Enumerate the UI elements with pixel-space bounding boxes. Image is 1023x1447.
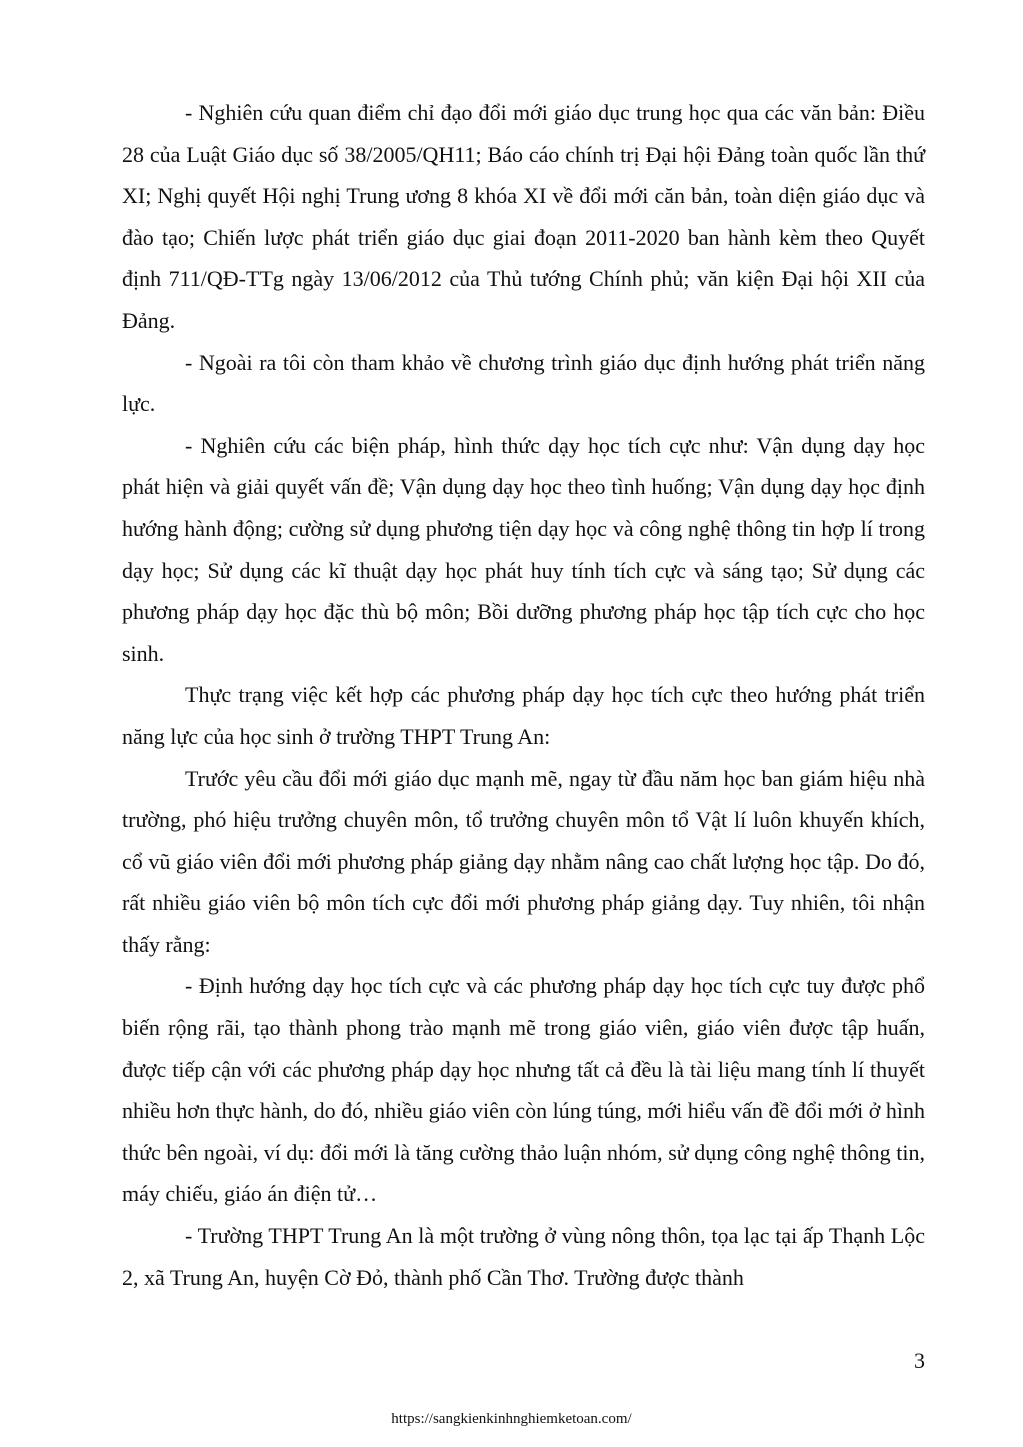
paragraph-3: - Nghiên cứu các biện pháp, hình thức dạy học tích cực như: Vận dụng dạy học phát hiện và giải quyết vấn đề; Vận dụng dạy học theo tình huống; Vận dụng dạy học định hướng hành động; cường sử dụng phương tiện dạy học và công nghệ thông tin hợp lí trong dạy học; Sử dụng các kĩ thuật dạy học phát huy tính tích cực và sáng tạo; Sử dụng các phương pháp dạy học đặc thù bộ môn; Bồi dưỡng phương pháp học tập tích cực cho học sinh. (122, 432, 925, 666)
footer-url: https://sangkienkinhnghiemketoan.com/ (391, 1411, 632, 1427)
page-number: 3 (914, 1348, 925, 1373)
paragraph-5: Trước yêu cầu đổi mới giáo dục mạnh mẽ, ngay từ đầu năm học ban giám hiệu nhà trường, phó hiệu trưởng chuyên môn, tổ trưởng chuyên môn tổ Vật lí luôn khuyến khích, cổ vũ giáo viên đổi mới phương pháp giảng dạy nhằm nâng cao chất lượng học tập. Do đó, rất nhiều giáo viên bộ môn tích cực đổi mới phương pháp giảng dạy. Tuy nhiên, tôi nhận thấy rằng: (122, 765, 925, 957)
body-text (122, 92, 925, 1298)
paragraph-6: - Định hướng dạy học tích cực và các phương pháp dạy học tích cực tuy được phổ biến rộng rãi, tạo thành phong trào mạnh mẽ trong giáo viên, giáo viên được tập huấn, được tiếp cận với các phương pháp dạy học nhưng tất cả đều là tài liệu mang tính lí thuyết nhiều hơn thực hành, do đó, nhiều giáo viên còn lúng túng, mới hiểu vấn đề đổi mới ở hình thức bên ngoài, ví dụ: đổi mới là tăng cường thảo luận nhóm, sử dụng công nghệ thông tin, máy chiếu, giáo án điện tử… (122, 973, 925, 1207)
paragraph-1: - Nghiên cứu quan điểm chỉ đạo đổi mới giáo dục trung học qua các văn bản: Điều 28 của Luật Giáo dục số 38/2005/QH11; Báo cáo chính trị Đại hội Đảng toàn quốc lần thứ XI; Nghị quyết Hội nghị Trung ương 8 khóa XI về đổi mới căn bản, toàn diện giáo dục và đào tạo; Chiến lược phát triển giáo dục giai đoạn 2011-2020 ban hành kèm theo Quyết định 711/QĐ-TTg ngày 13/06/2012 của Thủ tướng Chính phủ; văn kiện Đại hội XII của Đảng. (122, 100, 925, 333)
paragraph-4: Thực trạng việc kết hợp các phương pháp dạy học tích cực theo hướng phát triển năng lực của học sinh ở trường THPT Trung An: (122, 682, 925, 749)
paragraph-7: - Trường THPT Trung An là một trường ở vùng nông thôn, tọa lạc tại ấp Thạnh Lộc 2, xã Trung An, huyện Cờ Đỏ, thành phố Cần Thơ. Trường được thành (122, 1223, 925, 1290)
paragraph-2: - Ngoài ra tôi còn tham khảo về chương trình giáo dục định hướng phát triển năng lực. (122, 349, 925, 417)
